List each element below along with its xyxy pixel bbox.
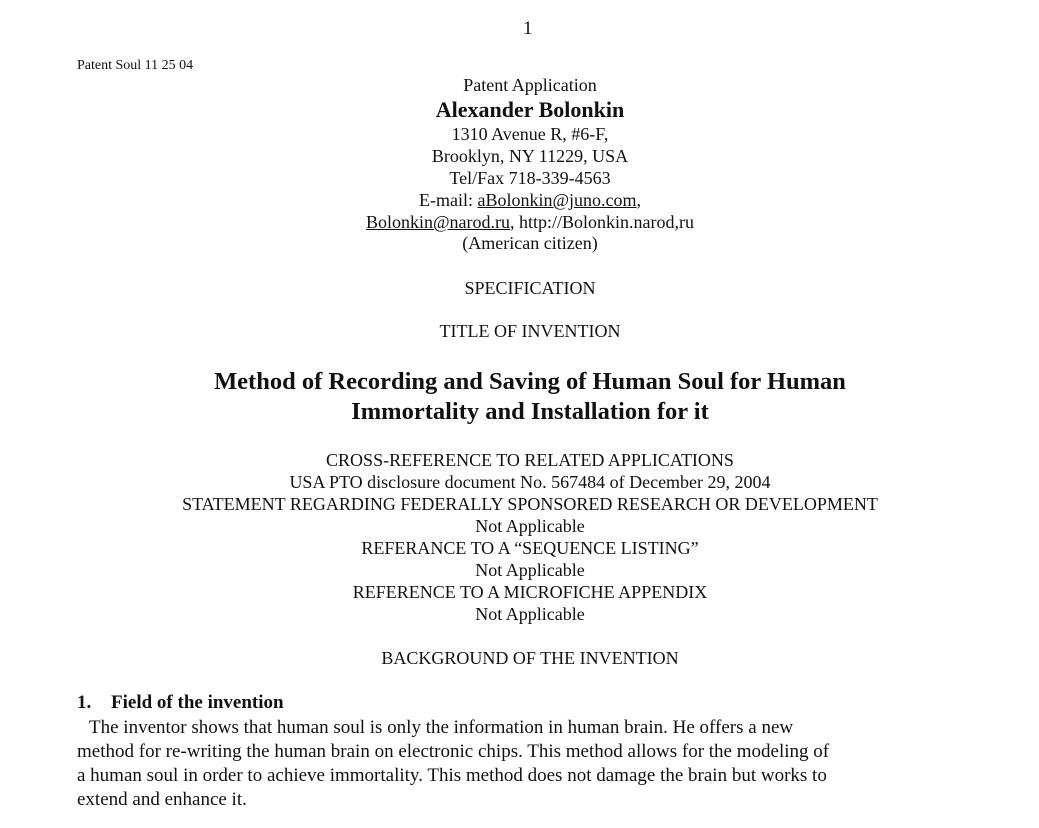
document-id: Patent Soul 11 25 04	[77, 58, 194, 73]
paragraph-line: The inventor shows that human soul is only the information in human brain. He offers a new	[89, 717, 794, 738]
email-web-line	[0, 212, 1039, 233]
email-line	[0, 190, 1039, 211]
cross-reference-heading: CROSS-REFERENCE TO RELATED APPLICATIONS	[326, 450, 734, 470]
not-applicable-2: Not Applicable	[475, 560, 585, 580]
paragraph-line: extend and enhance it.	[77, 789, 247, 810]
email-link-2[interactable]: Bolonkin@narod.ru	[365, 212, 511, 232]
email-label: E-mail:	[418, 190, 478, 210]
sequence-listing-heading: REFERANCE TO A “SEQUENCE LISTING”	[361, 538, 699, 558]
tel-fax: Tel/Fax 718-339-4563	[449, 168, 611, 188]
paragraph-line: method for re-writing the human brain on electronic chips. This method allows for the modeling of	[77, 741, 830, 762]
microfiche-heading: REFERENCE TO A MICROFICHE APPENDIX	[352, 582, 708, 602]
page-number: 1	[523, 18, 533, 39]
title-label: TITLE OF INVENTION	[439, 321, 621, 341]
disclosure-document: USA PTO disclosure document No. 567484 of December 29, 2004	[289, 472, 771, 492]
field-paragraph	[77, 716, 997, 812]
invention-title-line-1: Method of Recording and Saving of Human Soul for Human	[214, 368, 846, 395]
email-separator: ,	[636, 190, 642, 210]
paragraph-line: a human soul in order to achieve immortality. This method does not damage the brain but works to	[77, 765, 827, 786]
address-line-1: 1310 Avenue R, #6-F,	[451, 124, 609, 144]
author-name: Alexander Bolonkin	[435, 97, 625, 122]
specification-heading: SPECIFICATION	[464, 278, 596, 298]
email-link-1[interactable]: aBolonkin@juno.com	[477, 190, 637, 210]
not-applicable-1: Not Applicable	[475, 516, 585, 536]
section-number: 1.	[77, 692, 92, 713]
invention-title-line-2: Immortality and Installation for it	[351, 398, 709, 425]
not-applicable-3: Not Applicable	[475, 604, 585, 624]
federal-research-heading: STATEMENT REGARDING FEDERALLY SPONSORED RESEARCH OR DEVELOPMENT	[182, 494, 878, 514]
citizenship: (American citizen)	[462, 233, 598, 253]
address-line-2: Brooklyn, NY 11229, USA	[431, 146, 629, 166]
application-kind: Patent Application	[463, 75, 597, 95]
website-text: , http://Bolonkin.narod,ru	[510, 212, 695, 232]
section-heading: Field of the invention	[111, 692, 284, 713]
background-heading: BACKGROUND OF THE INVENTION	[381, 648, 679, 668]
